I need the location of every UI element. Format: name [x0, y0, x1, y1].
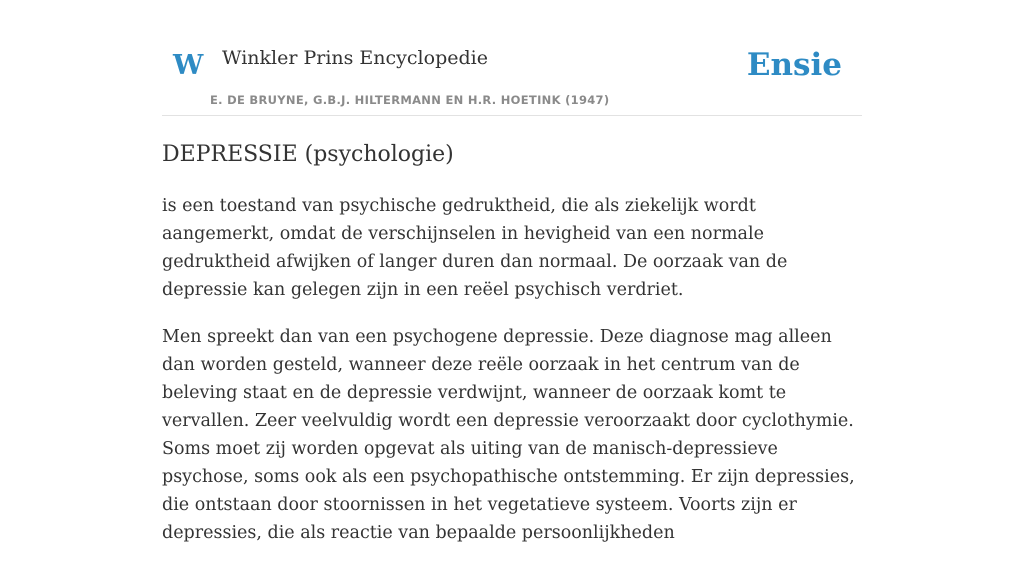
article-title: DEPRESSIE (psychologie) [162, 142, 454, 167]
source-title[interactable]: Winkler Prins Encyclopedie [222, 47, 488, 69]
article-body [162, 192, 864, 566]
source-header [162, 36, 862, 116]
source-authors: E. DE BRUYNE, G.B.J. HILTERMANN EN H.R. HOETINK (1947) [210, 93, 610, 107]
ensie-logo-link[interactable]: Ensie [746, 47, 842, 83]
winkler-prins-logo[interactable]: W [173, 50, 204, 81]
article-paragraph: Men spreekt dan van een psychogene depressie. Deze diagnose mag alleen dan worden gesteld, wanneer deze reële oorzaak in het centrum van de beleving staat en de depressie verdwijnt, wanneer de oorzaak komt te vervallen. Zeer veelvuldig wordt een depressie veroorzaakt door cyclothymie. Soms moet zij worden opgevat als uiting van de manisch-depressieve psychose, soms ook als een psychopathische ontstemming. Er zijn depressies, die ontstaan door stoornissen in het vegetatieve systeem. Voorts zijn er depressies, die als reactie van bepaalde persoonlijkheden [162, 327, 855, 543]
article-paragraph: is een toestand van psychische gedruktheid, die als ziekelijk wordt aangemerkt, omdat de verschijnselen in hevigheid van een normale gedruktheid afwijken of langer duren dan normaal. De oorzaak van de depressie kan gelegen zijn in een reëel psychisch verdriet. [162, 196, 788, 300]
